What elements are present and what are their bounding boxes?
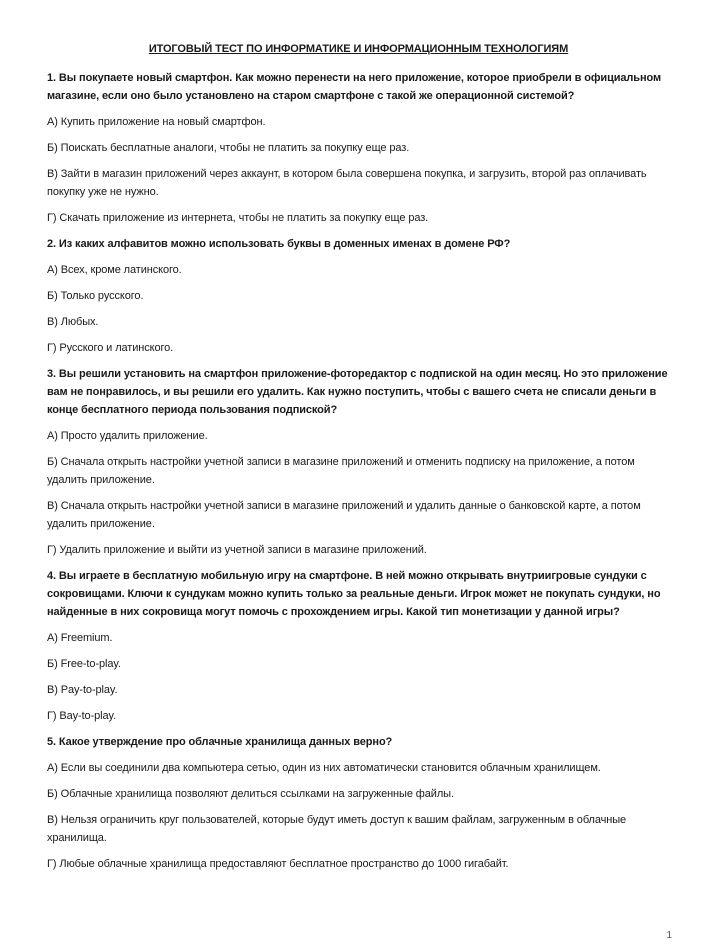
question-2: 2. Из каких алфавитов можно использовать буквы в доменных именах в домене РФ? — [47, 238, 511, 250]
question-3: 3. Вы решили установить на смартфон приложение-фоторедактор с подпиской на один месяц. Но это приложение вам не понравилось, и вы решили его удалить. Как нужно поступить, чтобы с вашего счета не списали деньги в конце бесплатного периода пользования подпиской? — [47, 368, 668, 416]
question-4-option-a: А) Freemium. — [47, 632, 113, 644]
question-3-option-g: Г) Удалить приложение и выйти из учетной записи в магазине приложений. — [47, 544, 427, 556]
question-3-option-a: А) Просто удалить приложение. — [47, 430, 208, 442]
question-1-option-a: А) Купить приложение на новый смартфон. — [47, 116, 266, 128]
question-1-option-v: В) Зайти в магазин приложений через аккаунт, в котором была совершена покупка, и загрузить, второй раз оплачивать покупку уже не нужно. — [47, 168, 647, 198]
question-2-option-a: А) Всех, кроме латинского. — [47, 264, 182, 276]
question-4: 4. Вы играете в бесплатную мобильную игру на смартфоне. В ней можно открывать внутриигровые сундуки с сокровищами. Ключи к сундукам можно купить только за реальные деньги. Игрок может не покупать сундуки, но найденные в них сокровища могут помочь с прохождением игры. Какой тип монетизации у данной игры? — [47, 570, 661, 618]
question-1-option-g: Г) Скачать приложение из интернета, чтобы не платить за покупку еще раз. — [47, 212, 429, 224]
question-5-option-v: В) Нельзя ограничить круг пользователей, которые будут иметь доступ к вашим файлам, загруженным в облачные хранилища. — [47, 814, 627, 844]
page-number: 1 — [666, 930, 672, 941]
question-4-option-v: В) Pay-to-play. — [47, 684, 118, 696]
question-1-option-b: Б) Поискать бесплатные аналоги, чтобы не платить за покупку еще раз. — [47, 142, 410, 154]
question-5-option-a: А) Если вы соединили два компьютера сетью, один из них автоматически становится облачным хранилищем. — [47, 762, 601, 774]
question-5-option-g: Г) Любые облачные хранилища предоставляют бесплатное пространство до 1000 гигабайт. — [47, 858, 509, 870]
question-3-option-v: В) Сначала открыть настройки учетной записи в магазине приложений и удалить данные о банковской карте, а потом удалить приложение. — [47, 500, 641, 530]
question-1: 1. Вы покупаете новый смартфон. Как можно перенести на него приложение, которое приобрели в официальном магазине, если оно было установлено на старом смартфоне с такой же операционной системой? — [47, 72, 662, 102]
document-title: ИТОГОВЫЙ ТЕСТ ПО ИНФОРМАТИКЕ И ИНФОРМАЦИОННЫМ ТЕХНОЛОГИЯМ — [148, 43, 569, 55]
question-2-option-g: Г) Русского и латинского. — [47, 342, 174, 354]
question-4-option-g: Г) Bay-to-play. — [47, 710, 117, 722]
question-5-option-b: Б) Облачные хранилища позволяют делиться ссылками на загруженные файлы. — [47, 788, 454, 800]
question-3-option-b: Б) Сначала открыть настройки учетной записи в магазине приложений и отменить подписку на приложение, а потом удалить приложение. — [47, 456, 635, 486]
question-5: 5. Какое утверждение про облачные хранилища данных верно? — [47, 736, 393, 748]
question-2-option-v: В) Любых. — [47, 316, 99, 328]
question-2-option-b: Б) Только русского. — [47, 290, 144, 302]
question-4-option-b: Б) Free-to-play. — [47, 658, 121, 670]
